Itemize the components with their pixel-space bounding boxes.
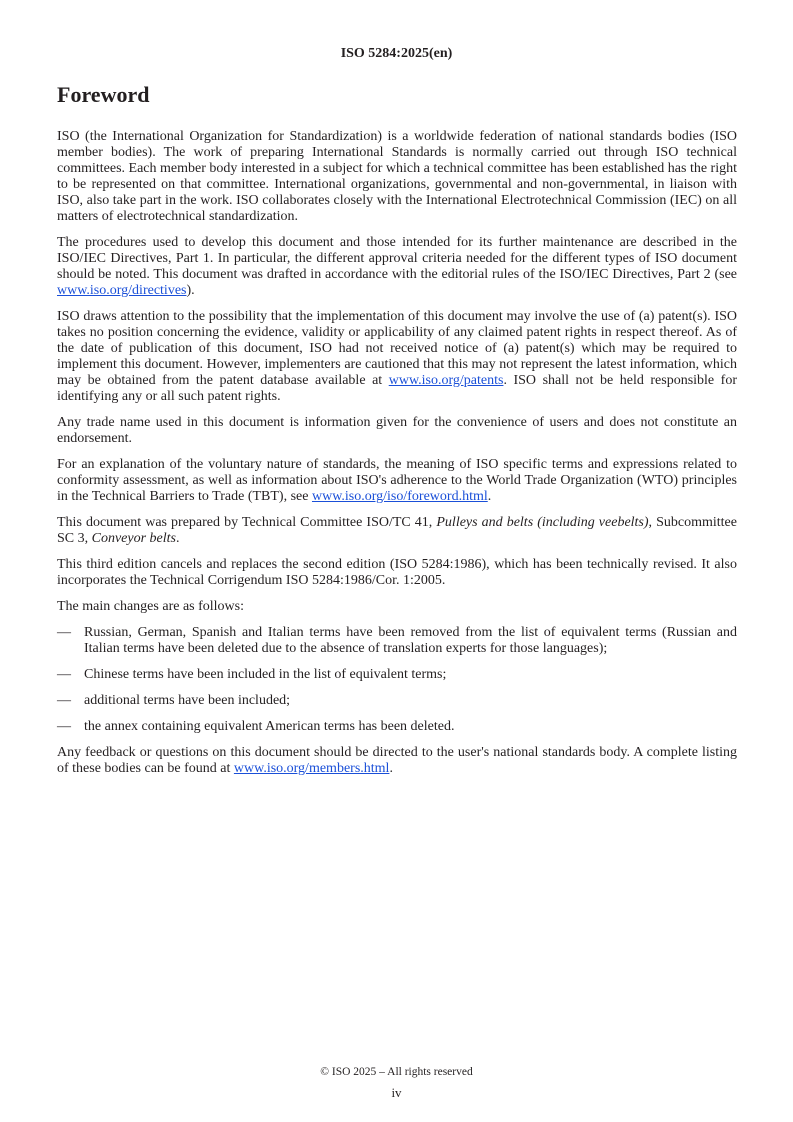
list-item-text: the annex containing equivalent American terms has been deleted.: [84, 719, 455, 734]
committee-title: Pulleys and belts (including veebelts): [436, 515, 649, 530]
text: , Subcommittee SC 3,: [57, 515, 737, 546]
foreword-link[interactable]: www.iso.org/iso/foreword.html: [311, 489, 488, 504]
paragraph-iso-intro: ISO (the International Organization for Standardization) is a worldwide federation of national standards bodies (ISO member bodies). The work of preparing International Standards is normally carried out through ISO technical committees. Each member body interested in a subject for which a technical committee has been established has the right to be represented on that committee. International organizations, governmental and non-governmental, in liaison with ISO, also take part in the work. ISO collaborates closely with the International Electrotechnical Commission (IEC) on all matters of electrotechnical standardization.: [57, 129, 737, 224]
dash-bullet: —: [57, 719, 71, 734]
list-item-text: Chinese terms have been included in the list of equivalent terms;: [84, 667, 447, 682]
dash-bullet: —: [57, 693, 71, 708]
dash-bullet: —: [57, 625, 71, 640]
list-item: [57, 693, 737, 709]
text: .: [176, 531, 180, 546]
text: .: [389, 761, 393, 776]
foreword-body: [57, 129, 737, 787]
list-item: [57, 719, 737, 735]
paragraph-feedback: [57, 745, 737, 777]
list-item-text: additional terms have been included;: [84, 693, 291, 708]
list-item: [57, 667, 737, 683]
subcommittee-title: Conveyor belts: [91, 531, 176, 546]
patents-link[interactable]: www.iso.org/patents: [388, 373, 504, 388]
paragraph-patents: [57, 309, 737, 405]
text: The procedures used to develop this document and those intended for its further maintenance are described in the ISO/IEC Directives, Part 1. In particular, the different approval criteria needed for the different types of ISO document should be noted. This document was drafted in accordance with the editorial rules of the ISO/IEC Directives, Part 2 (see: [57, 235, 737, 282]
text: .: [487, 489, 492, 504]
text: ISO draws attention to the possibility that the implementation of this document may involve the use of (a) patent(s). ISO takes no position concerning the evidence, validity or applicability of any claimed patent rights in respect thereof. As of the date of publication of this document, ISO had not received notice of (a) patent(s) which may be required to implement this document. However, implementers are cautioned that this may not represent the latest information, which may be obtained from the patent database available at: [57, 309, 737, 388]
members-link[interactable]: www.iso.org/members.html: [233, 761, 390, 776]
paragraph-edition: This third edition cancels and replaces the second edition (ISO 5284:1986), which has been technically revised. It also incorporates the Technical Corrigendum ISO 5284:1986/Cor. 1:2005.: [57, 557, 737, 588]
paragraph-changes-intro: The main changes are as follows:: [57, 599, 244, 614]
page-number: iv: [391, 1085, 402, 1100]
directives-link[interactable]: www.iso.org/directives: [57, 283, 187, 298]
document-header: ISO 5284:2025(en): [340, 46, 453, 61]
copyright-footer: © ISO 2025 – All rights reserved: [320, 1066, 473, 1078]
paragraph-committee: [57, 515, 737, 547]
list-item: [57, 625, 737, 657]
text: This document was prepared by Technical Committee ISO/TC 41,: [57, 515, 437, 530]
paragraph-procedures: [57, 235, 737, 299]
text: . ISO shall not be held responsible for identifying any or all such patent rights.: [57, 373, 738, 404]
text: Any feedback or questions on this document should be directed to the user's national standards body. A complete listing of these bodies can be found at: [57, 745, 737, 776]
paragraph-voluntary: [57, 457, 737, 505]
page-title: Foreword: [57, 82, 150, 107]
paragraph-trade-name: Any trade name used in this document is information given for the convenience of users and does not constitute an endorsement.: [57, 415, 737, 446]
text: For an explanation of the voluntary nature of standards, the meaning of ISO specific terms and expressions related to conformity assessment, as well as information about ISO's adherence to the World Trade Organization (WTO) principles in the Technical Barriers to Trade (TBT), see: [57, 457, 737, 504]
list-item-text: Russian, German, Spanish and Italian terms have been removed from the list of equivalent terms (Russian and Italian terms have been deleted due to the absence of translation experts for those languages);: [84, 625, 737, 656]
text: ).: [186, 283, 195, 298]
dash-bullet: —: [57, 667, 71, 682]
